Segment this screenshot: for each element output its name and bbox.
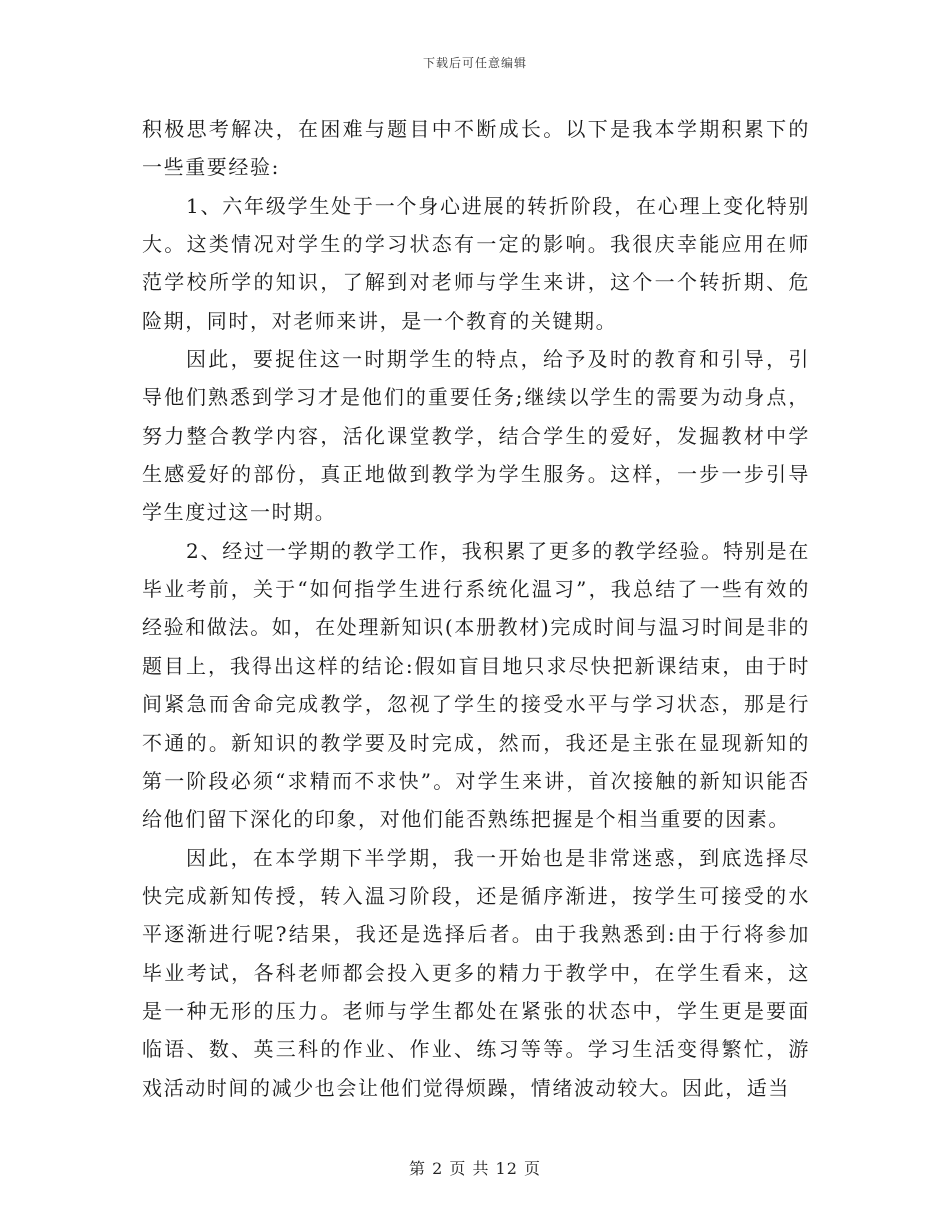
document-body <box>142 110 810 1107</box>
paragraph: 因此，要捉住这一时期学生的特点，给予及时的教育和引导，引导他们熟悉到学习才是他们的重要任务;继续以学生的需要为动身点，努力整合教学内容，活化课堂教学，结合学生的爱好，发掘教材中学生感爱好的部份，真正地做到教学为学生服务。这样，一步一步引导学生度过这一时期。 <box>142 347 810 525</box>
paragraph: 2、经过一学期的教学工作，我积累了更多的教学经验。特别是在毕业考前，关于“如何指学生进行系统化温习”，我总结了一些有效的经验和做法。如，在处理新知识(本册教材)完成时间与温习时间是非的题目上，我得出这样的结论:假如盲目地只求尽快把新课结束，由于时间紧急而舍命完成教学，忽视了学生的接受水平与学习状态，那是行不通的。新知识的教学要及时完成，然而，我还是主张在显现新知的第一阶段必须“求精而不求快”。对学生来讲，首次接触的新知识能否给他们留下深化的印象，对他们能否熟练把握是个相当重要的因素。 <box>142 538 810 832</box>
paragraph: 1、六年级学生处于一个身心进展的转折阶段，在心理上变化特别大。这类情况对学生的学习状态有一定的影响。我很庆幸能应用在师范学校所学的知识，了解到对老师与学生来讲，这个一个转折期、危险期，同时，对老师来讲，是一个教育的关键期。 <box>142 193 810 333</box>
paragraph: 因此，在本学期下半学期，我一开始也是非常迷惑，到底选择尽快完成新知传授，转入温习阶段，还是循序渐进，按学生可接受的水平逐渐进行呢?结果，我还是选择后者。由于我熟悉到:由于行将参加毕业考试，各科老师都会投入更多的精力于教学中，在学生看来，这是一种无形的压力。老师与学生都处在紧张的状态中，学生更是要面临语、数、英三科的作业、作业、练习等等。学习生活变得繁忙，游戏活动时间的减少也会让他们觉得烦躁，情绪波动较大。因此，适当 <box>142 845 810 1100</box>
page-number: 第 2 页 共 12 页 <box>409 1159 541 1178</box>
paragraph: 积极思考解决，在困难与题目中不断成长。以下是我本学期积累下的一些重要经验: <box>142 117 810 180</box>
page-header: 下载后可任意编辑 <box>422 56 527 70</box>
